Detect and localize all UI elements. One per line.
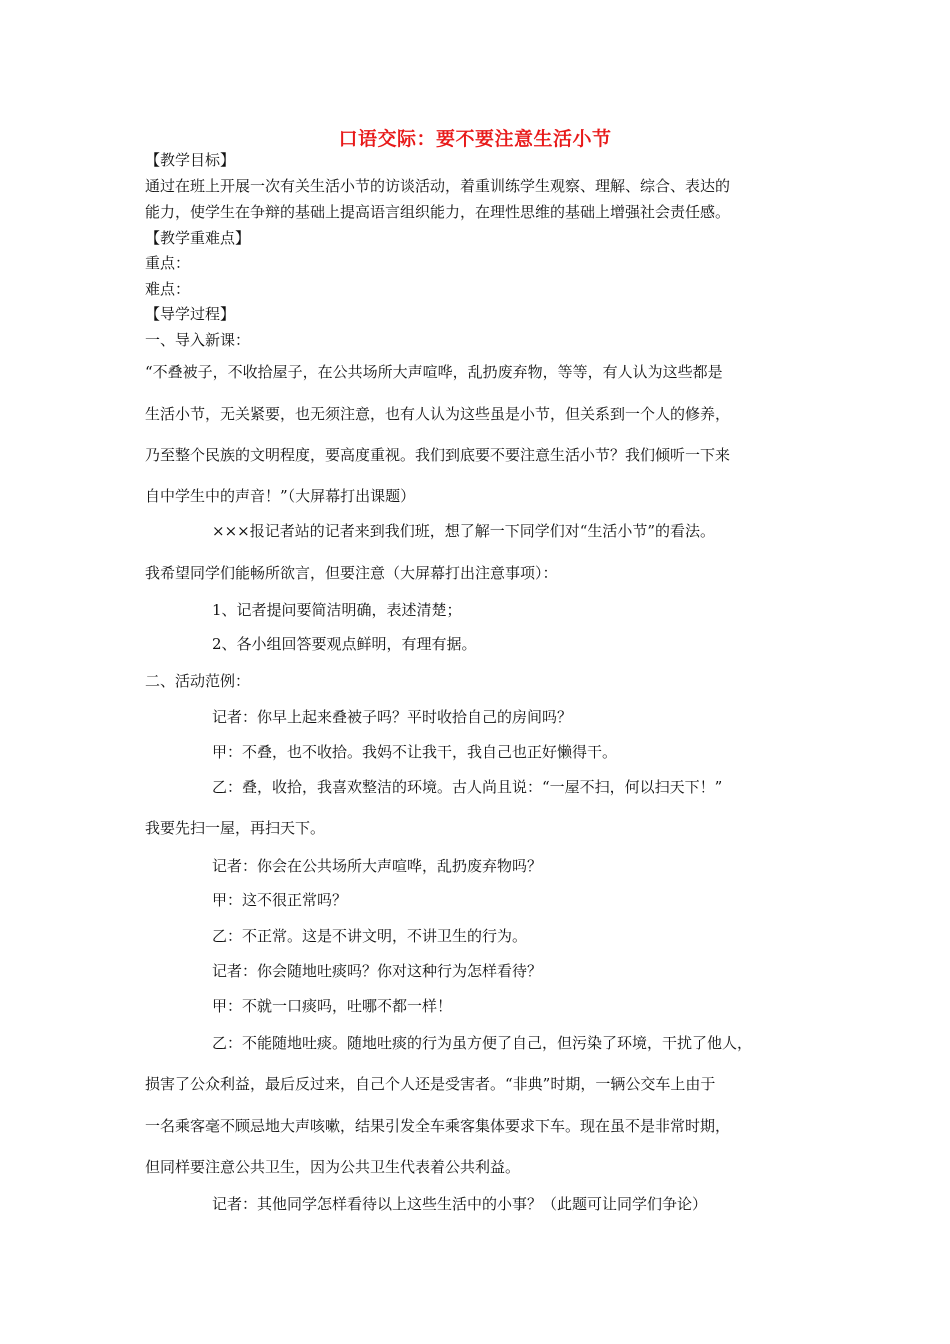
- dialogue-line: 甲：不叠，也不收拾。我妈不让我干，我自己也正好懒得干。: [212, 743, 618, 761]
- keypoints-heading: 【教学重难点】: [145, 229, 251, 247]
- key-point-label: 重点：: [145, 254, 191, 272]
- dialogue-line: 但同样要注意公共卫生，因为公共卫生代表着公共利益。: [145, 1158, 521, 1176]
- intro-paragraph-line: 自中学生中的声音！”（大屏幕打出课题）: [145, 487, 416, 505]
- dialogue-line: 甲：这不很正常吗？: [212, 891, 348, 909]
- dialogue-line: 记者：你会在公共场所大声喧哗，乱扔废弃物吗？: [212, 857, 543, 875]
- note-item: 1、记者提问要简洁明确，表述清楚；: [212, 601, 462, 619]
- intro-paragraph-line: 乃至整个民族的文明程度，要高度重视。我们到底要不要注意生活小节？我们倾听一下来: [145, 446, 731, 464]
- intro-paragraph-line: ×××报记者站的记者来到我们班，想了解一下同学们对“生活小节”的看法。: [212, 522, 716, 540]
- goals-heading: 【教学目标】: [145, 151, 236, 169]
- dialogue-line: 甲：不就一口痰吗，吐哪不都一样！: [212, 997, 453, 1015]
- dialogue-line: 损害了公众利益，最后反过来，自己个人还是受害者。“非典”时期，一辆公交车上由于: [145, 1075, 716, 1093]
- page-title: 口语交际：要不要注意生活小节: [338, 128, 612, 150]
- dialogue-line: 记者：你会随地吐痰吗？你对这种行为怎样看待？: [212, 962, 543, 980]
- dialogue-line: 记者：其他同学怎样看待以上这些生活中的小事？（此题可让同学们争论）: [212, 1195, 708, 1213]
- intro-paragraph-line: 生活小节，无关紧要，也无须注意，也有人认为这些虽是小节，但关系到一个人的修养，: [145, 405, 731, 423]
- dialogue-line: 乙：不正常。这是不讲文明，不讲卫生的行为。: [212, 927, 528, 945]
- goals-text-line: 通过在班上开展一次有关生活小节的访谈活动，着重训练学生观察、理解、综合、表达的: [145, 177, 731, 195]
- dialogue-line: 乙：叠，收拾，我喜欢整洁的环境。古人尚且说：“一屋不扫，何以扫天下！”: [212, 778, 723, 796]
- process-heading: 【导学过程】: [145, 305, 236, 323]
- intro-paragraph-line: 我希望同学们能畅所欲言，但要注意（大屏幕打出注意事项）：: [145, 564, 558, 582]
- difficult-point-label: 难点：: [145, 280, 191, 298]
- intro-paragraph-line: “不叠被子，不收拾屋子，在公共场所大声喧哗，乱扔废弃物，等等，有人认为这些都是: [145, 363, 723, 381]
- activity-heading: 二、活动范例：: [145, 672, 251, 690]
- dialogue-line: 一名乘客毫不顾忌地大声咳嗽，结果引发全车乘客集体要求下车。现在虽不是非常时期，: [145, 1117, 731, 1135]
- goals-text-line: 能力，使学生在争辩的基础上提高语言组织能力，在理性思维的基础上增强社会责任感。: [145, 203, 731, 221]
- dialogue-line: 乙：不能随地吐痰。随地吐痰的行为虽方便了自己，但污染了环境，干扰了他人，: [212, 1034, 753, 1052]
- intro-heading: 一、导入新课：: [145, 331, 251, 349]
- dialogue-line: 我要先扫一屋，再扫天下。: [145, 819, 326, 837]
- dialogue-line: 记者：你早上起来叠被子吗？平时收拾自己的房间吗？: [212, 708, 573, 726]
- note-item: 2、各小组回答要观点鲜明，有理有据。: [212, 635, 477, 653]
